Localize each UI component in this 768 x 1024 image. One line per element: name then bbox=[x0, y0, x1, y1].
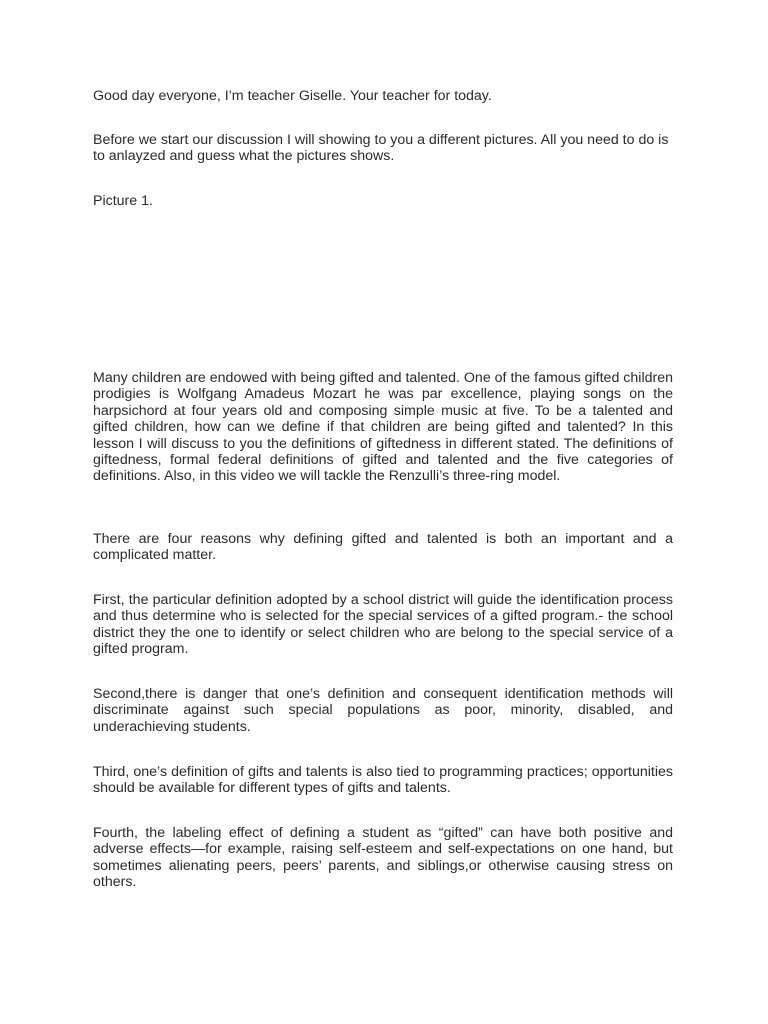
greeting-text: Good day everyone, I’m teacher Giselle. Your teacher for today. bbox=[93, 88, 492, 104]
body-paragraph-5: Third, one’s definition of gifts and talents is also tied to programming practices; opportunities should be available for different types of gifts and talents. bbox=[93, 764, 673, 797]
body-paragraph-4: Second,there is danger that one’s definition and consequent identification methods will discriminate against such special populations as poor, minority, disabled, and underachieving students. bbox=[93, 686, 673, 735]
body-paragraph-3: First, the particular definition adopted by a school district will guide the identification process and thus determine who is selected for the special services of a gifted program.- the school district they the one to identify or select children who are belong to the special service of a gifted program. bbox=[93, 592, 673, 658]
body-paragraph-2: There are four reasons why defining gifted and talented is both an important and a complicated matter. bbox=[93, 531, 673, 564]
body-paragraph-1: Many children are endowed with being gifted and talented. One of the famous gifted children prodigies is Wolfgang Amadeus Mozart he was par excellence, playing songs on the harpsichord at four years old and composing simple music at five. To be a talented and gifted children, how can we define if that children are being gifted and talented? In this lesson I will discuss to you the definitions of giftedness in different stated. The definitions of giftedness, formal federal definitions of gifted and talented and the five categories of definitions. Also, in this video we will tackle the Renzulli’s three-ring model. bbox=[93, 370, 673, 485]
body-paragraph-6: Fourth, the labeling effect of defining a student as “gifted” can have both positive and adverse effects—for example, raising self-esteem and self-expectations on one hand, but sometimes alienating peers, peers’ parents, and siblings,or otherwise causing stress on others. bbox=[93, 825, 673, 891]
picture-label: Picture 1. bbox=[93, 193, 153, 209]
picture-placeholder bbox=[93, 215, 673, 355]
intro-paragraph: Before we start our discussion I will showing to you a different pictures. All you need to do is to anlayzed and guess what the pictures shows. bbox=[93, 132, 669, 165]
